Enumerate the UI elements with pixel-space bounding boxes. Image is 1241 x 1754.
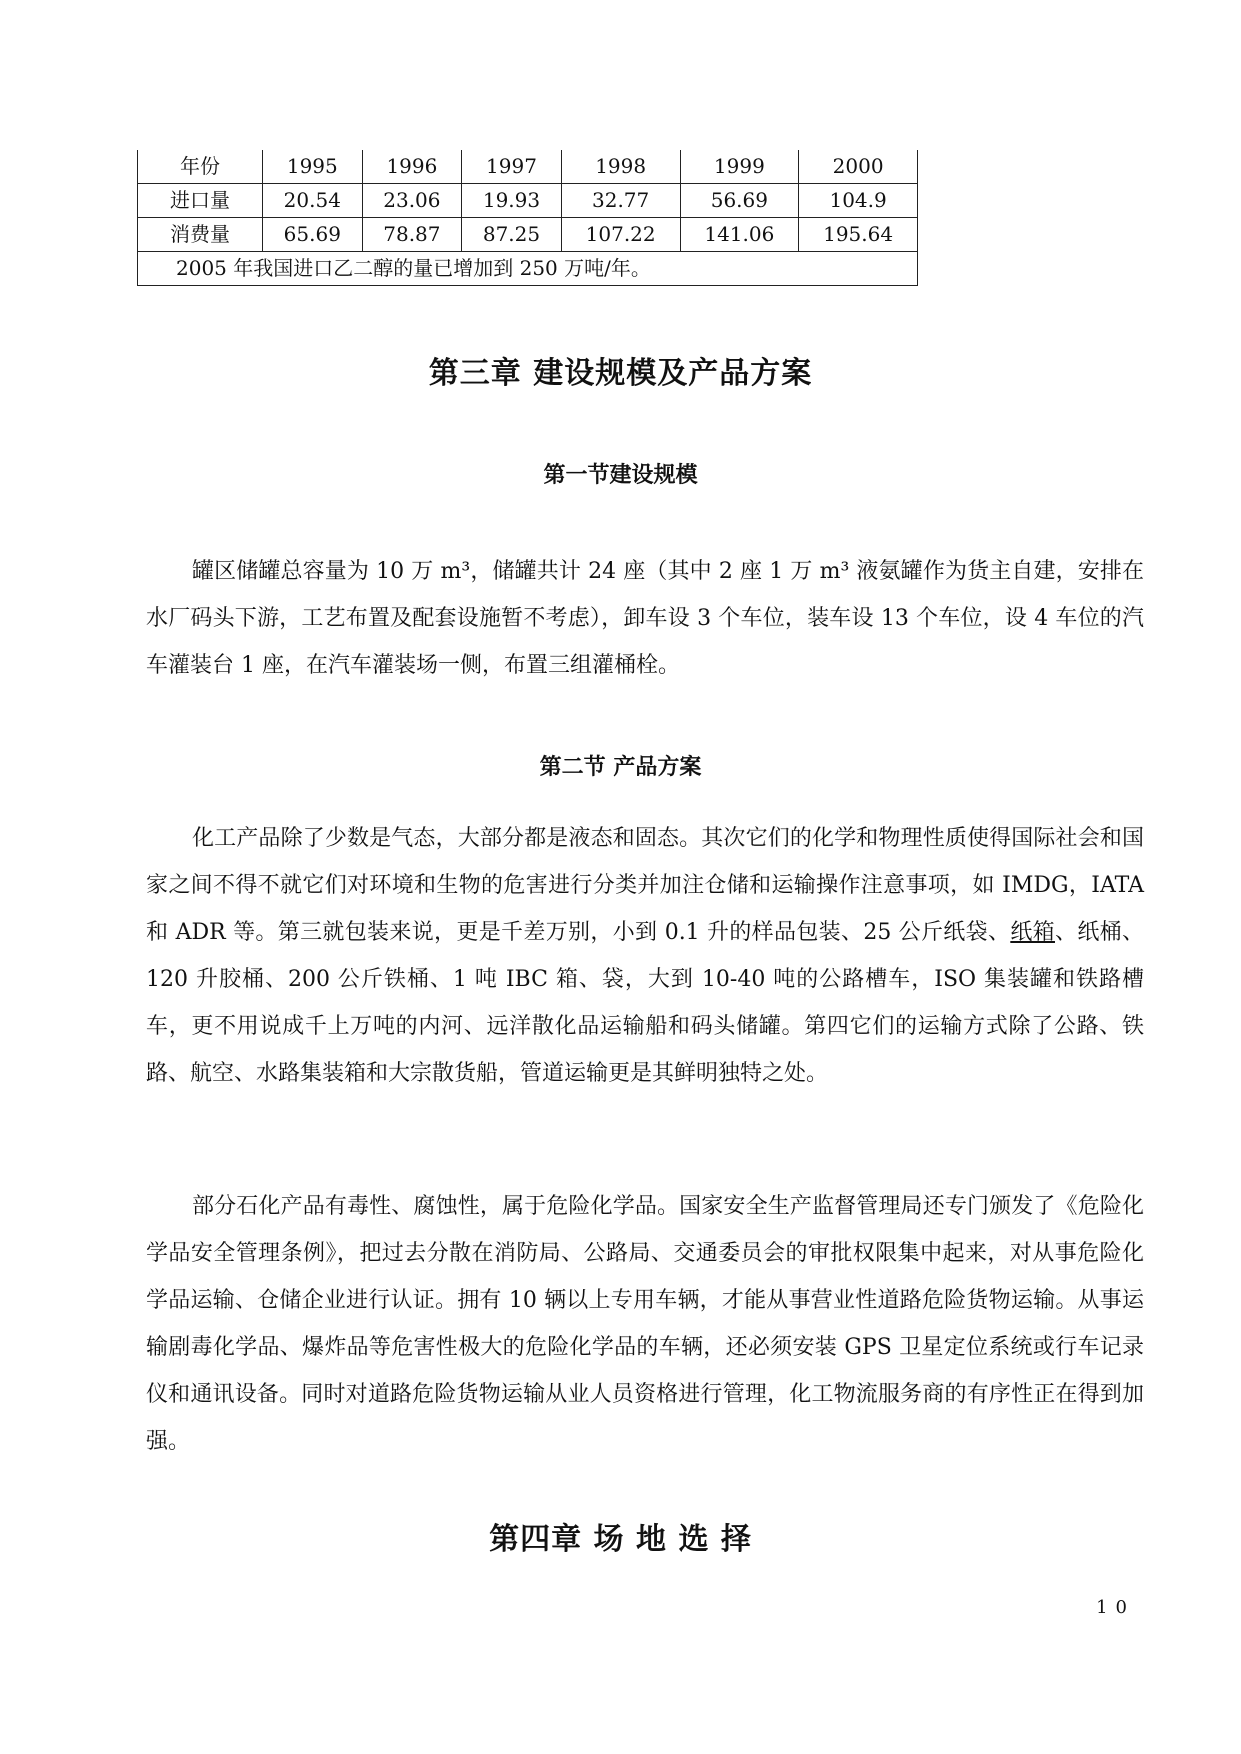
table-cell: 1997 (462, 150, 562, 184)
table-cell: 1995 (263, 150, 363, 184)
table-cell: 1996 (362, 150, 462, 184)
table-cell: 19.93 (462, 184, 562, 218)
paragraph-text: 化工产品除了少数是气态，大部分都是液态和固态。其次它们的化学和物理性质使得国际社会和国家之间不得不就它们对环境和生物的危害进行分类并加注仓储和运输操作注意事项，如 IMDG，IATA 和 ADR 等。第三就包装来说，更是千差万别，小到 0.1 升的样品包装、25 公斤纸袋、 (146, 826, 1144, 945)
table-cell: 65.69 (263, 218, 363, 252)
page-number: 10 (1096, 1597, 1135, 1618)
chapter-3-title: 第三章 建设规模及产品方案 (428, 356, 813, 391)
table-cell: 56.69 (680, 184, 799, 218)
table-cell: 1998 (561, 150, 680, 184)
table-cell: 195.64 (799, 218, 918, 252)
table-cell: 23.06 (362, 184, 462, 218)
section-1-paragraph: 罐区储罐总容量为 10 万 m³，储罐共计 24 座（其中 2 座 1 万 m³ 液氨罐作为货主自建，安排在水厂码头下游，工艺布置及配套设施暂不考虑），卸车设 3 个车位，装车设 13 个车位，设 4 车位的汽车灌装台 1 座，在汽车灌装场一侧，布置三组灌桶栓。 (146, 559, 1144, 678)
chapter-4-title: 第四章 场 地 选 择 (489, 1522, 752, 1557)
table-cell: 1999 (680, 150, 799, 184)
table-cell: 20.54 (263, 184, 363, 218)
table-cell: 2000 (799, 150, 918, 184)
row-label: 进口量 (138, 184, 263, 218)
table-row-year (138, 150, 918, 184)
table-row-import (138, 184, 918, 218)
row-label: 年份 (138, 150, 263, 184)
section-1-title: 第一节建设规模 (543, 462, 698, 488)
section-2-title: 第二节 产品方案 (539, 754, 702, 780)
row-label: 消费量 (138, 218, 263, 252)
section-2-paragraph-1 (146, 815, 1144, 1097)
table-row-consumption (138, 218, 918, 252)
table-note: 2005 年我国进口乙二醇的量已增加到 250 万吨/年。 (138, 252, 918, 286)
paragraph-text: 、纸桶、120 升胶桶、200 公斤铁桶、1 吨 IBC 箱、袋，大到 10-40 吨的公路槽车，ISO 集装罐和铁路槽车，更不用说成千上万吨的内河、远洋散化品运输船和码头储罐。第四它们的运输方式除了公路、铁路、航空、水路集装箱和大宗散货船，管道运输更是其鲜明独特之处。 (146, 920, 1144, 1086)
table-cell: 32.77 (561, 184, 680, 218)
table-cell: 141.06 (680, 218, 799, 252)
table-note-row (138, 252, 918, 286)
carton-link[interactable]: 纸箱 (1010, 920, 1055, 945)
table-cell: 87.25 (462, 218, 562, 252)
table-cell: 104.9 (799, 184, 918, 218)
table-cell: 107.22 (561, 218, 680, 252)
import-consumption-table (137, 150, 918, 286)
table-cell: 78.87 (362, 218, 462, 252)
section-2-paragraph-2: 部分石化产品有毒性、腐蚀性，属于危险化学品。国家安全生产监督管理局还专门颁发了《危险化学品安全管理条例》，把过去分散在消防局、公路局、交通委员会的审批权限集中起来，对从事危险化学品运输、仓储企业进行认证。拥有 10 辆以上专用车辆，才能从事营业性道路危险货物运输。从事运输剧毒化学品、爆炸品等危害性极大的危险化学品的车辆，还必须安装 GPS 卫星定位系统或行车记录仪和通讯设备。同时对道路危险货物运输从业人员资格进行管理，化工物流服务商的有序性正在得到加强。 (146, 1194, 1144, 1454)
